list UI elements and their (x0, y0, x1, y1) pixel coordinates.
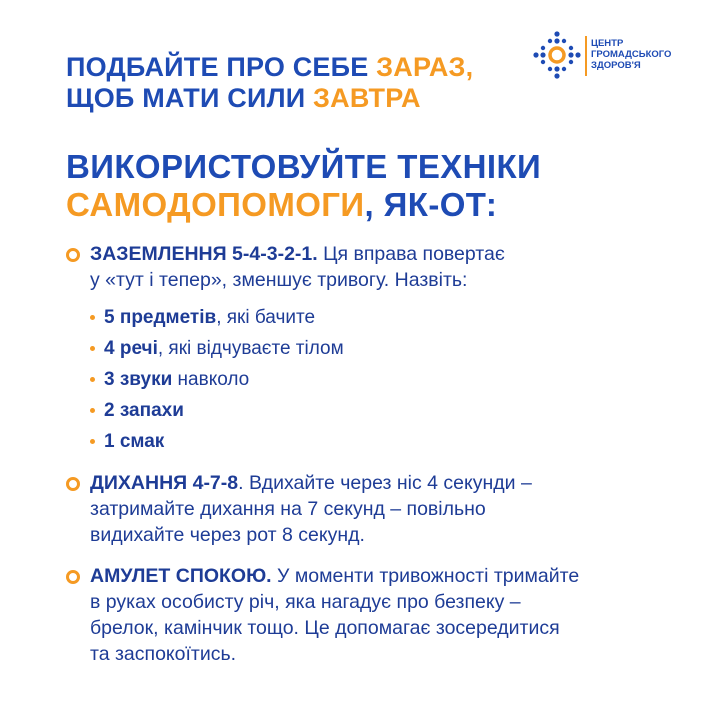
dot-bullet-icon (90, 315, 95, 320)
page-title (66, 52, 473, 114)
amulet-title: АМУЛЕТ СПОКОЮ. (90, 565, 272, 587)
amulet-section (66, 563, 686, 667)
amulet-text: в руках особисту річ, яка нагадує про безпеку – (90, 591, 521, 613)
item-bold: 2 запахи (104, 400, 184, 421)
logo-line: ЗДОРОВ'Я (591, 60, 641, 71)
list-item (90, 426, 344, 457)
breathing-text: затримайте дихання на 7 секунд – повільно (90, 498, 486, 520)
title-text: ПОДБАЙТЕ ПРО СЕБЕ (66, 52, 377, 82)
grounding-text: у «тут і тепер», зменшує тривогу. Назвіть: (90, 269, 468, 291)
list-item (90, 302, 344, 333)
grounding-section (66, 241, 686, 293)
list-item (90, 395, 344, 426)
senses-list (90, 302, 344, 457)
item-bold: 1 смак (104, 431, 165, 452)
heading-rest: , ЯК-ОТ: (364, 186, 498, 223)
breathing-title: ДИХАННЯ 4-7-8 (90, 472, 239, 494)
logo-mark-icon (532, 30, 582, 82)
logo-line: ГРОМАДСЬКОГО (591, 49, 672, 60)
ring-bullet-icon (66, 248, 80, 262)
dot-bullet-icon (90, 346, 95, 351)
dot-bullet-icon (90, 377, 95, 382)
title-accent: ЗАВТРА (313, 83, 421, 113)
amulet-text: У моменти тривожності тримайте (271, 565, 580, 587)
heading-line-2 (66, 186, 541, 224)
item-bold: 5 предметів (104, 307, 217, 328)
dot-bullet-icon (90, 439, 95, 444)
title-text: ЩОБ МАТИ СИЛИ (66, 83, 314, 113)
breathing-text: . Вдихайте через ніс 4 секунди – (238, 472, 532, 494)
breathing-text: видихайте через рот 8 секунд. (90, 524, 365, 546)
logo-text (591, 38, 671, 71)
item-rest: , які бачите (216, 307, 316, 328)
list-item (90, 364, 344, 395)
title-line-1 (66, 52, 473, 83)
ring-bullet-icon (66, 570, 80, 584)
grounding-text: Ця вправа повертає (317, 243, 505, 265)
heading-line-1: ВИКОРИСТОВУЙТЕ ТЕХНІКИ (66, 148, 542, 185)
logo-divider (585, 36, 587, 76)
amulet-text: брелок, камінчик тощо. Це допомагає зосередитися (90, 617, 560, 639)
item-bold: 3 звуки (104, 369, 173, 390)
ring-bullet-icon (66, 477, 80, 491)
grounding-title: ЗАЗЕМЛЕННЯ 5-4-3-2-1. (90, 243, 318, 265)
list-item (90, 333, 344, 364)
title-line-2 (66, 83, 473, 114)
title-accent: ЗАРАЗ, (376, 52, 474, 82)
dot-bullet-icon (90, 408, 95, 413)
item-rest: , які відчуваєте тілом (157, 338, 344, 359)
amulet-text: та заспокоїтись. (90, 643, 237, 665)
item-bold: 4 речі (104, 338, 158, 359)
logo (532, 30, 692, 90)
breathing-section (66, 470, 686, 548)
logo-line: ЦЕНТР (591, 38, 624, 49)
heading-accent: САМОДОПОМОГИ (66, 186, 365, 223)
item-rest: навколо (172, 369, 250, 390)
section-heading (66, 148, 541, 224)
